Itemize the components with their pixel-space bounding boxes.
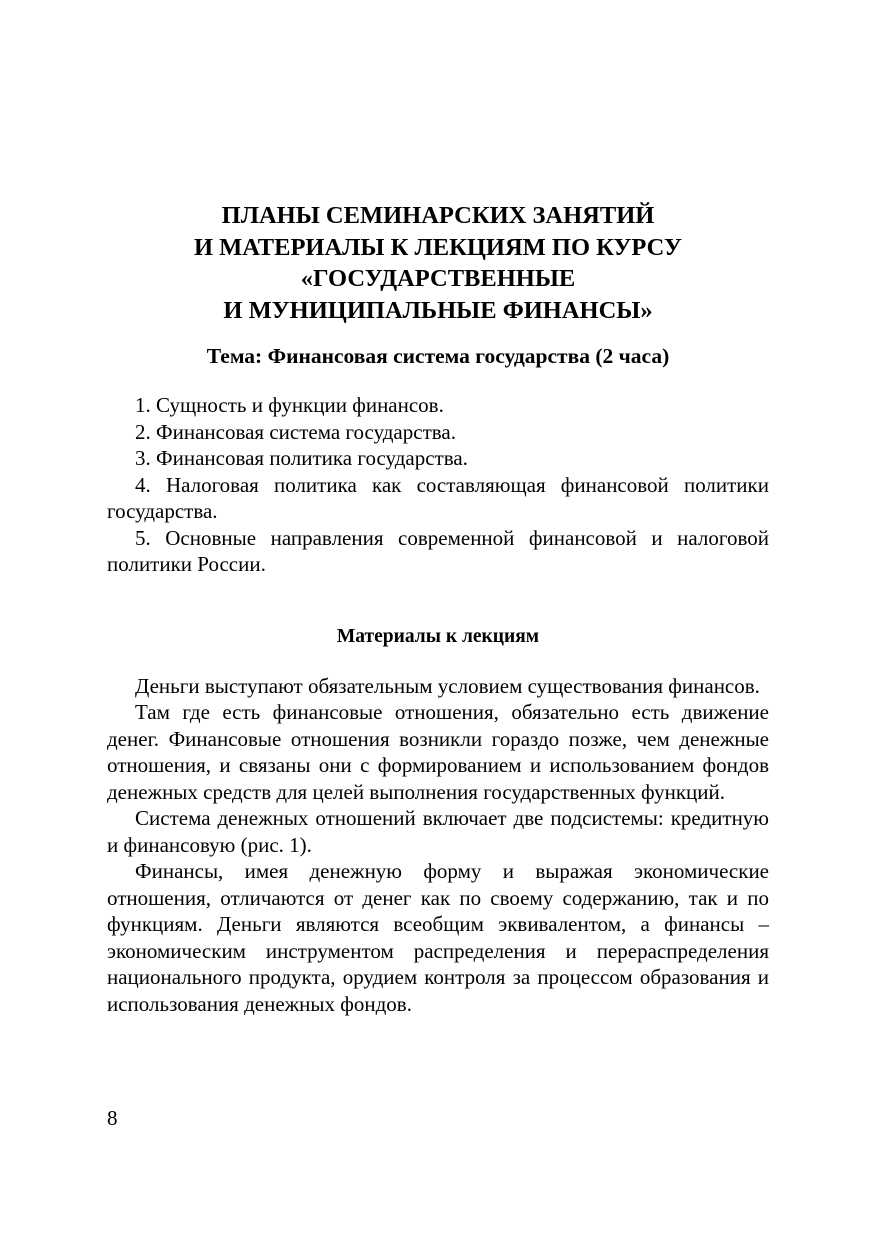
lecture-materials-heading: Материалы к лекциям xyxy=(336,625,540,647)
plan-item: 4. Налоговая политика как составляющая финансовой политики государства. xyxy=(107,472,769,523)
document-page xyxy=(107,200,769,1017)
body-paragraph: Там где есть финансовые отношения, обязательно есть движение денег. Финансовые отношения возникли гораздо позже, чем денежные отношения, и связаны они с формированием и использованием фондов денежных средств для целей выполнения государственных функций. xyxy=(107,700,769,804)
plan-item: 2. Финансовая система государства. xyxy=(135,419,456,444)
main-title-line: И МАТЕРИАЛЫ К ЛЕКЦИЯМ ПО КУРСУ xyxy=(193,233,683,261)
page-number: 8 xyxy=(107,1106,118,1130)
main-title xyxy=(107,200,769,326)
plan-item: 3. Финансовая политика государства. xyxy=(135,446,468,470)
lecture-body xyxy=(107,673,769,1018)
body-paragraph: Система денежных отношений включает две подсистемы: кредитную и финансовую (рис. 1). xyxy=(107,806,769,857)
main-title-line: ПЛАНЫ СЕМИНАРСКИХ ЗАНЯТИЙ xyxy=(221,202,655,229)
plan-item: 5. Основные направления современной финансовой и налоговой политики России. xyxy=(107,525,769,576)
plan-item: 1. Сущность и функции финансов. xyxy=(135,393,444,417)
main-title-line: И МУНИЦИПАЛЬНЫЕ ФИНАНСЫ» xyxy=(223,296,653,324)
body-paragraph: Деньги выступают обязательным условием существования финансов. xyxy=(135,673,760,698)
topic-heading: Тема: Финансовая система государства (2 часа) xyxy=(206,344,670,368)
seminar-plan-list xyxy=(107,392,769,578)
body-paragraph: Финансы, имея денежную форму и выражая экономические отношения, отличаются от денег как по своему содержанию, так и по функциям. Деньги являются всеобщим эквивалентом, а финансы – экономическим инструментом распределения и перераспределения национального продукта, орудием контроля за процессом образования и использования денежных фондов. xyxy=(107,859,769,1016)
main-title-line: «ГОСУДАРСТВЕННЫЕ xyxy=(300,265,576,292)
